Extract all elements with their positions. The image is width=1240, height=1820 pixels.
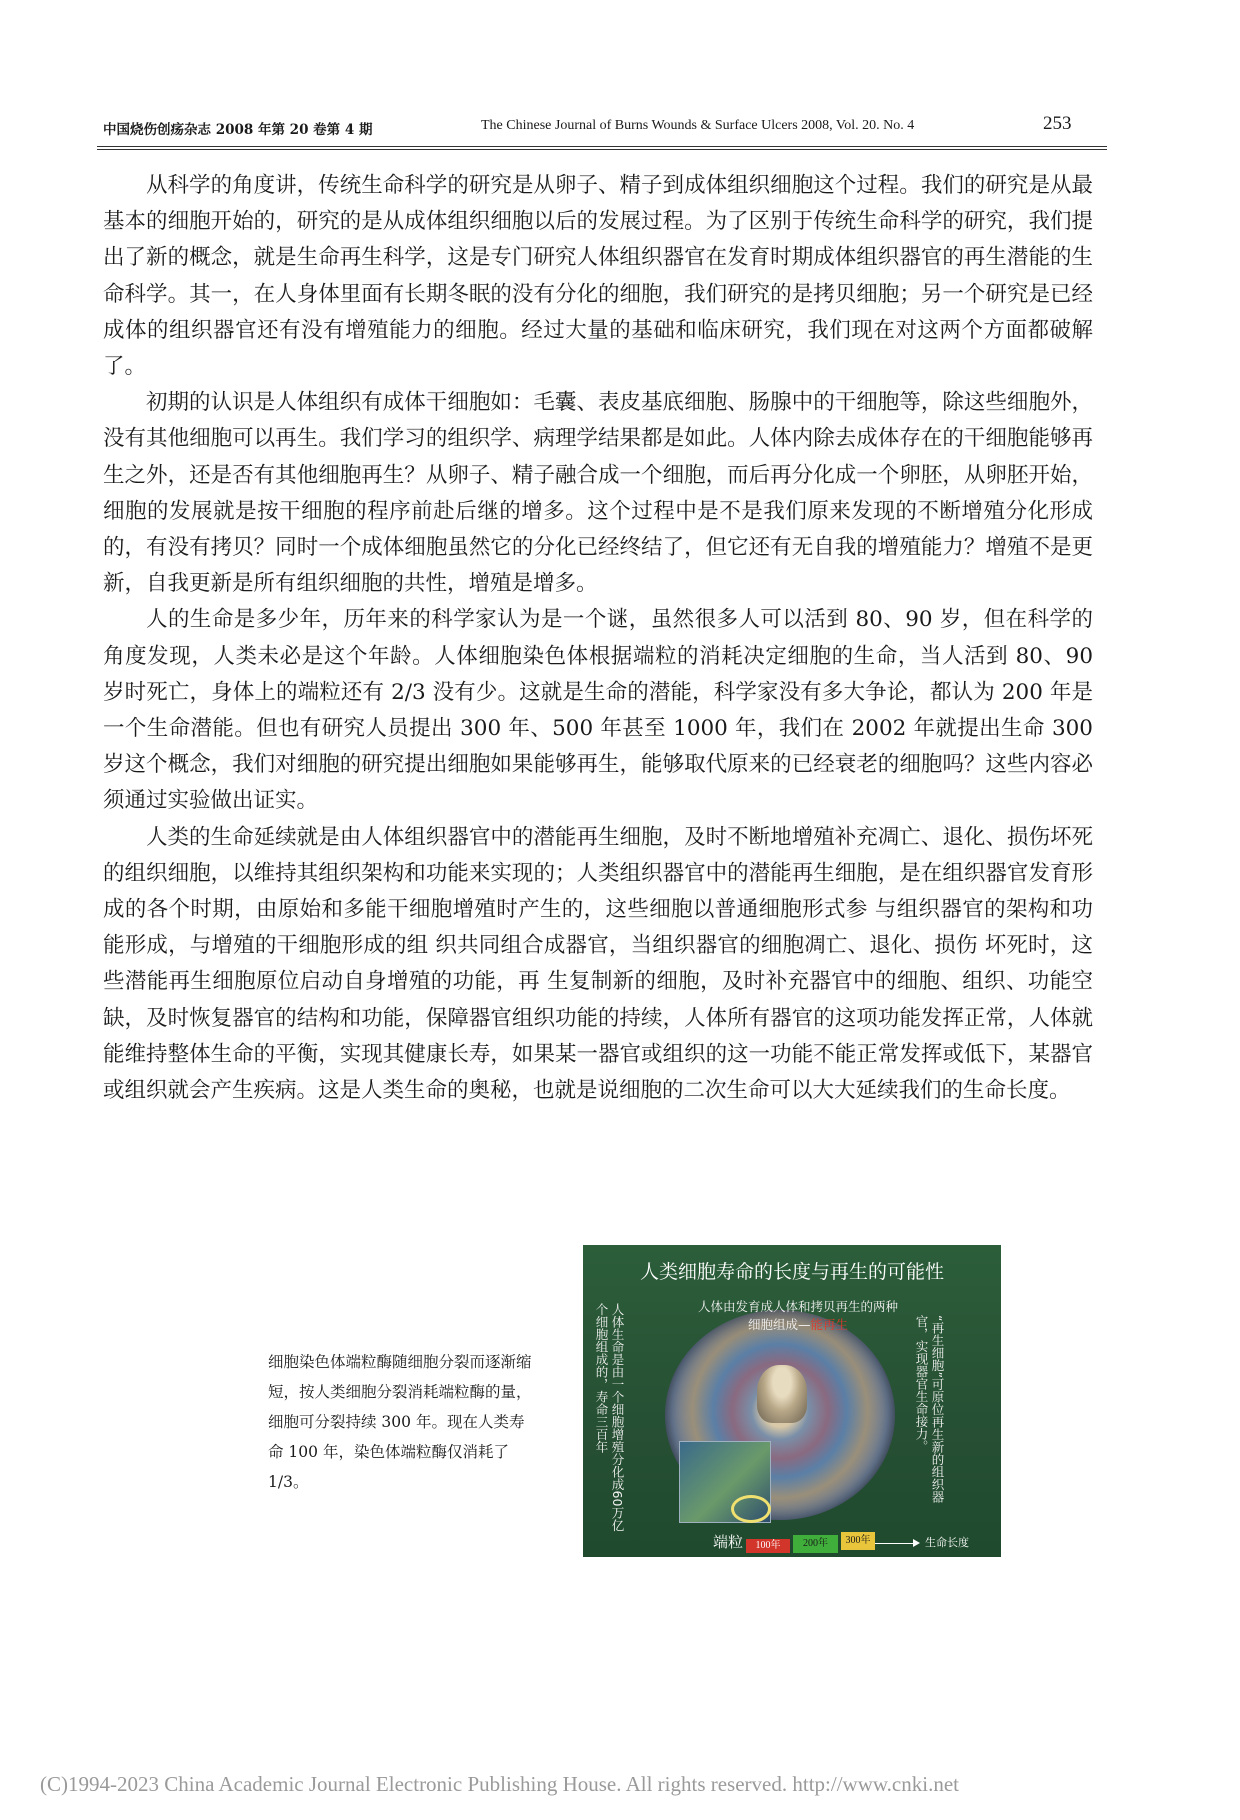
figure-top-caption-red: 能再生 xyxy=(810,1317,849,1332)
figure-lifespan-regeneration xyxy=(583,1245,1001,1557)
header-rule-top xyxy=(97,146,1107,147)
buddha-statue-image xyxy=(757,1365,807,1423)
article-body xyxy=(103,168,1093,1109)
arrow-right-icon xyxy=(913,1539,920,1547)
bar-300-years: 300年 xyxy=(841,1532,875,1550)
telomere-label: 端粒 xyxy=(713,1533,744,1551)
figure-left-vertical-text: 人体生命是由一个细胞增殖分化成60万亿个细胞组成的，寿命三百年 xyxy=(594,1303,625,1532)
figure-right-vertical-text: “再生细胞”可原位再生新的组织器官，实现器官生命接力。 xyxy=(914,1315,945,1503)
header-rule-bottom xyxy=(97,149,1107,150)
running-header xyxy=(103,118,1103,148)
figure-caption: 细胞染色体端粒酶随细胞分裂而逐渐缩短，按人类细胞分裂消耗端粒酶的量，细胞可分裂持续 300 年。现在人类寿命 100 年，染色体端粒酶仅消耗了 1/3。 xyxy=(268,1353,532,1491)
figure-top-caption-main: 人体由发育成人体和拷贝再生的两种细胞组成— xyxy=(698,1299,899,1332)
journal-title-cn: 中国烧伤创疡杂志 2008 年第 20 卷第 4 期 xyxy=(103,122,373,138)
page-number: 253 xyxy=(1043,113,1072,134)
lifespan-axis-line xyxy=(875,1543,915,1544)
journal-title-en: The Chinese Journal of Burns Wounds & Surface Ulcers 2008, Vol. 20. No. 4 xyxy=(481,118,915,133)
paragraph: 人的生命是多少年，历年来的科学家认为是一个谜，虽然很多人可以活到 80、90 岁，但在科学的角度发现，人类未必是这个年龄。人体细胞染色体根据端粒的消耗决定细胞的生命，当人活到 80、90 岁时死亡，身体上的端粒还有 2/3 没有少。这就是生命的潜能，科学家没有多大争论，都认为 200 年是一个生命潜能。但也有研究人员提出 300 年、500 年甚至 1000 年，我们在 2002 年就提出生命 300 岁这个概念，我们对细胞的研究提出细胞如果能够再生，能够取代原来的已经衰老的细胞吗？这些内容必须通过实验做出证实。 xyxy=(103,607,1093,814)
paragraph: 人类的生命延续就是由人体组织器官中的潜能再生细胞，及时不断地增殖补充凋亡、退化、损伤坏死的组织细胞，以维持其组织架构和功能来实现的；人类组织器官中的潜能再生细胞，是在组织器官发育形成的各个时期，由原始和多能干细胞增殖时产生的，这些细胞以普通细胞形式参 与组织器官的架构和功能形成，与增殖的干细胞形成的组 织共同组合成器官，当组织器官的细胞凋亡、退化、损伤 坏死时，这些潜能再生细胞原位启动自身增殖的功能，再 生复制新的细胞，及时补充器官中的细胞、组织、功能空 缺，及时恢复器官的结构和功能，保障器官组织功能的持续，人体所有器官的这项功能发挥正常，人体就能维持整体生命的平衡，实现其健康长寿，如果某一器官或组织的这一功能不能正常发挥或低下，某器官或组织就会产生疾病。这是人类生命的奥秘，也就是说细胞的二次生命可以大大延续我们的生命长度。 xyxy=(103,824,1093,1104)
copyright-footer: (C)1994-2023 China Academic Journal Electronic Publishing House. All rights reserved. http://www.cnki.net xyxy=(40,1772,959,1796)
telomere-highlight-ring xyxy=(731,1495,771,1523)
bar-100-years: 100年 xyxy=(746,1539,790,1553)
lifespan-label: 生命长度 xyxy=(925,1536,969,1549)
paragraph: 从科学的角度讲，传统生命科学的研究是从卵子、精子到成体组织细胞这个过程。我们的研究是从最基本的细胞开始的，研究的是从成体组织细胞以后的发展过程。为了区别于传统生命科学的研究，我们提出了新的概念，就是生命再生科学，这是专门研究人体组织器官在发育时期成体组织器官的再生潜能的生命科学。其一，在人身体里面有长期冬眠的没有分化的细胞，我们研究的是拷贝细胞；另一个研究是已经成体的组织器官还有没有增殖能力的细胞。经过大量的基础和临床研究，我们现在对这两个方面都破解了。 xyxy=(103,173,1093,380)
paragraph: 初期的认识是人体组织有成体干细胞如：毛囊、表皮基底细胞、肠腺中的干细胞等，除这些细胞外，没有其他细胞可以再生。我们学习的组织学、病理学结果都是如此。人体内除去成体存在的干细胞能够再生之外，还是否有其他细胞再生？从卵子、精子融合成一个细胞，而后再分化成一个卵胚，从卵胚开始，细胞的发展就是按干细胞的程序前赴后继的增多。这个过程中是不是我们原来发现的不断增殖分化形成的，有没有拷贝？同时一个成体细胞虽然它的分化已经终结了，但它还有无自我的增殖能力？增殖不是更新，自我更新是所有组织细胞的共性，增殖是增多。 xyxy=(103,390,1093,597)
bar-200-years: 200年 xyxy=(793,1535,838,1553)
figure-top-caption xyxy=(698,1298,898,1334)
figure-title: 人类细胞寿命的长度与再生的可能性 xyxy=(639,1261,944,1283)
